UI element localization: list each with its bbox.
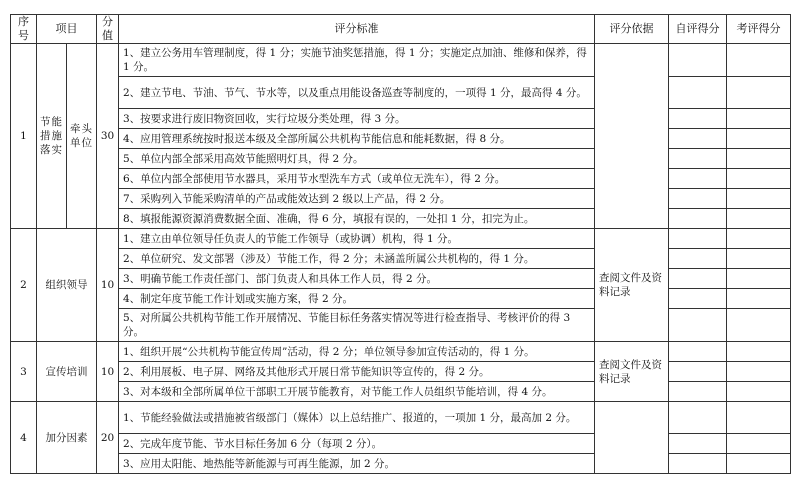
header-project: 项目 [37, 15, 97, 44]
section-project: 加分因素 [37, 402, 97, 474]
review-score-cell[interactable] [727, 342, 791, 362]
section-sub: 牵头单位 [67, 44, 97, 229]
review-score-cell[interactable] [727, 169, 791, 189]
review-score-cell[interactable] [727, 209, 791, 229]
self-score-cell[interactable] [669, 362, 727, 382]
criteria-item: 1、建立公务用车管理制度，得 1 分；实施节油奖惩措施，得 1 分；实施定点加油、维修和保养，得 1 分。 [119, 44, 595, 77]
self-score-cell[interactable] [669, 149, 727, 169]
criteria-item: 4、应用管理系统按时报送本级及全部所属公共机构节能信息和能耗数据，得 8 分。 [119, 129, 595, 149]
table-row [11, 342, 791, 362]
section-score: 10 [97, 229, 119, 342]
table-row [11, 382, 791, 402]
section-score: 20 [97, 402, 119, 474]
table-row [11, 169, 791, 189]
self-score-cell[interactable] [669, 209, 727, 229]
self-score-cell[interactable] [669, 309, 727, 342]
review-score-cell[interactable] [727, 129, 791, 149]
section-basis [595, 44, 669, 229]
table-row [11, 129, 791, 149]
evaluation-table [10, 14, 791, 474]
section-no: 1 [11, 44, 37, 229]
criteria-item: 2、单位研究、发文部署（涉及）节能工作，得 2 分；未涵盖所属公共机构的，得 1 分。 [119, 249, 595, 269]
criteria-item: 1、建立由单位领导任负责人的节能工作领导（或协调）机构，得 1 分。 [119, 229, 595, 249]
header-no: 序号 [11, 15, 37, 44]
section-no: 4 [11, 402, 37, 474]
self-score-cell[interactable] [669, 342, 727, 362]
criteria-item: 2、建立节电、节油、节气、节水等，以及重点用能设备巡查等制度的，一项得 1 分，最高得 4 分。 [119, 77, 595, 109]
table-row [11, 362, 791, 382]
criteria-item: 4、制定年度节能工作计划或实施方案，得 2 分。 [119, 289, 595, 309]
criteria-item: 3、对本级和全部所属单位干部职工开展节能教育，对节能工作人员组织节能培训，得 4 分。 [119, 382, 595, 402]
criteria-item: 2、完成年度节能、节水目标任务加 6 分（每项 2 分）。 [119, 434, 595, 454]
review-score-cell[interactable] [727, 402, 791, 434]
review-score-cell[interactable] [727, 109, 791, 129]
section-project: 组织领导 [37, 229, 97, 342]
self-score-cell[interactable] [669, 129, 727, 149]
review-score-cell[interactable] [727, 382, 791, 402]
header-self-score: 自评得分 [669, 15, 727, 44]
self-score-cell[interactable] [669, 189, 727, 209]
header-criteria: 评分标准 [119, 15, 595, 44]
review-score-cell[interactable] [727, 189, 791, 209]
criteria-item: 8、填报能源资源消费数据全面、准确，得 6 分，填报有误的，一处扣 1 分，扣完为止。 [119, 209, 595, 229]
review-score-cell[interactable] [727, 289, 791, 309]
table-row [11, 289, 791, 309]
review-score-cell[interactable] [727, 434, 791, 454]
section-basis: 查阅文件及资料记录 [595, 342, 669, 402]
table-row [11, 402, 791, 434]
self-score-cell[interactable] [669, 169, 727, 189]
header-basis: 评分依据 [595, 15, 669, 44]
criteria-item: 6、单位内部全部使用节水器具，采用节水型洗车方式（或单位无洗车），得 2 分。 [119, 169, 595, 189]
table-row [11, 189, 791, 209]
criteria-item: 1、组织开展“公共机构节能宣传周”活动，得 2 分；单位领导参加宣传活动的，得 1 分。 [119, 342, 595, 362]
review-score-cell[interactable] [727, 44, 791, 77]
table-row [11, 149, 791, 169]
header-review-score: 考评得分 [727, 15, 791, 44]
header-score: 分值 [97, 15, 119, 44]
review-score-cell[interactable] [727, 149, 791, 169]
criteria-item: 3、按要求进行废旧物资回收，实行垃圾分类处理，得 3 分。 [119, 109, 595, 129]
criteria-item: 2、利用展板、电子屏、网络及其他形式开展日常节能知识等宣传的，得 2 分。 [119, 362, 595, 382]
table-row [11, 109, 791, 129]
section-basis [595, 402, 669, 474]
header-row [11, 15, 791, 44]
self-score-cell[interactable] [669, 269, 727, 289]
section-project: 节能措施落实 [37, 44, 67, 229]
review-score-cell[interactable] [727, 309, 791, 342]
table-row [11, 209, 791, 229]
table-row [11, 229, 791, 249]
self-score-cell[interactable] [669, 454, 727, 474]
table-row [11, 454, 791, 474]
section-no: 2 [11, 229, 37, 342]
review-score-cell[interactable] [727, 362, 791, 382]
self-score-cell[interactable] [669, 434, 727, 454]
self-score-cell[interactable] [669, 77, 727, 109]
criteria-item: 1、节能经验做法或措施被省级部门（媒体）以上总结推广、报道的，一项加 1 分，最高加 2 分。 [119, 402, 595, 434]
self-score-cell[interactable] [669, 44, 727, 77]
criteria-item: 3、应用太阳能、地热能等新能源与可再生能源，加 2 分。 [119, 454, 595, 474]
self-score-cell[interactable] [669, 382, 727, 402]
criteria-item: 3、明确节能工作责任部门、部门负责人和具体工作人员，得 2 分。 [119, 269, 595, 289]
section-score: 30 [97, 44, 119, 229]
table-row [11, 249, 791, 269]
section-score: 10 [97, 342, 119, 402]
section-basis: 查阅文件及资料记录 [595, 229, 669, 342]
review-score-cell[interactable] [727, 77, 791, 109]
table-row [11, 44, 791, 77]
criteria-item: 5、单位内部全部采用高效节能照明灯具，得 2 分。 [119, 149, 595, 169]
section-no: 3 [11, 342, 37, 402]
self-score-cell[interactable] [669, 229, 727, 249]
table-row [11, 269, 791, 289]
criteria-item: 7、采购列入节能采购清单的产品或能效达到 2 级以上产品，得 2 分。 [119, 189, 595, 209]
self-score-cell[interactable] [669, 289, 727, 309]
review-score-cell[interactable] [727, 269, 791, 289]
criteria-item: 5、对所属公共机构节能工作开展情况、节能目标任务落实情况等进行检查指导、考核评价的得 3 分。 [119, 309, 595, 342]
table-row [11, 309, 791, 342]
section-project: 宣传培训 [37, 342, 97, 402]
table-row [11, 77, 791, 109]
table-row [11, 434, 791, 454]
self-score-cell[interactable] [669, 402, 727, 434]
review-score-cell[interactable] [727, 454, 791, 474]
review-score-cell[interactable] [727, 229, 791, 249]
review-score-cell[interactable] [727, 249, 791, 269]
self-score-cell[interactable] [669, 109, 727, 129]
self-score-cell[interactable] [669, 249, 727, 269]
